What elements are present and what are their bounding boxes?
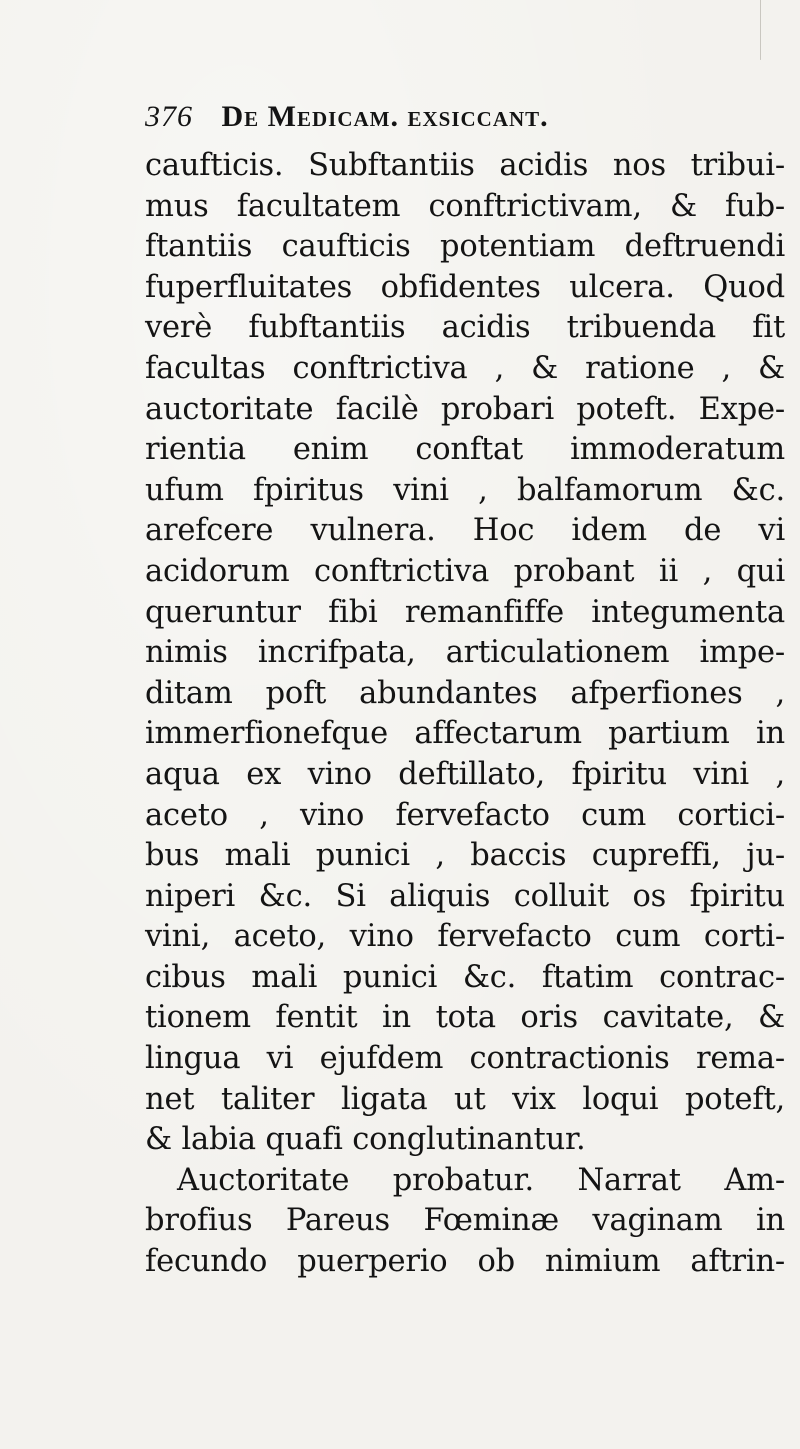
text-line: niperi &c. Si aliquis colluit os fpiritu (145, 878, 785, 914)
text-line-paragraph-start: Auctoritate probatur. Narrat Am- (177, 1162, 785, 1198)
text-line: cibus mali punici &c. ftatim contrac- (145, 959, 785, 995)
running-head-title: De Medicam. exsiccant. (221, 100, 549, 133)
text-line: auctoritate facilè probari poteft. Expe- (145, 391, 785, 427)
page-number: 376 (145, 100, 193, 133)
text-line: brofius Pareus Fœminæ vaginam in (145, 1203, 785, 1239)
text-line: fecundo puerperio ob nimium aftrin- (145, 1244, 785, 1280)
running-head (145, 100, 785, 144)
text-line: lingua vi ejufdem contractionis rema- (145, 1041, 785, 1077)
text-line: aqua ex vino deftillato, fpiritu vini , (145, 756, 785, 792)
text-line: ftantiis caufticis potentiam deftruendi (145, 229, 785, 265)
text-line: caufticis. Subftantiis acidis nos tribui- (145, 148, 785, 183)
text-line: arefcere vulnera. Hoc idem de vi (145, 513, 785, 549)
text-line: vini, aceto, vino fervefacto cum corti- (145, 919, 785, 955)
text-line-paragraph-end: & labia quafi conglutinantur. (145, 1122, 586, 1158)
text-line: verè fubftantiis acidis tribuenda fit (145, 310, 785, 346)
text-line: bus mali punici , baccis cupreffi, ju- (145, 838, 785, 874)
text-line: ditam poft abundantes afperfiones , (145, 675, 785, 711)
page-edge-mark (760, 0, 763, 60)
text-line: fuperfluitates obfidentes ulcera. Quod (145, 269, 785, 305)
text-line: mus facultatem conftrictivam, & fub- (145, 188, 785, 224)
text-line: facultas conftrictiva , & ratione , & (145, 350, 785, 386)
text-line: tionem fentit in tota oris cavitate, & (145, 1000, 785, 1036)
text-line: acidorum conftrictiva probant ii , qui (145, 553, 785, 589)
text-line: queruntur fibi remanfiffe integumenta (145, 594, 785, 630)
text-line: rientia enim conftat immoderatum (145, 432, 785, 468)
text-line: ufum fpiritus vini , balfamorum &c. (145, 472, 785, 508)
text-line: nimis incrifpata, articulationem impe- (145, 635, 785, 671)
text-line: immerfionefque affectarum partium in (145, 716, 785, 752)
body-text (145, 146, 785, 1283)
text-line: aceto , vino fervefacto cum cortici- (145, 797, 785, 833)
text-line: net taliter ligata ut vix loqui poteft, (145, 1081, 785, 1117)
